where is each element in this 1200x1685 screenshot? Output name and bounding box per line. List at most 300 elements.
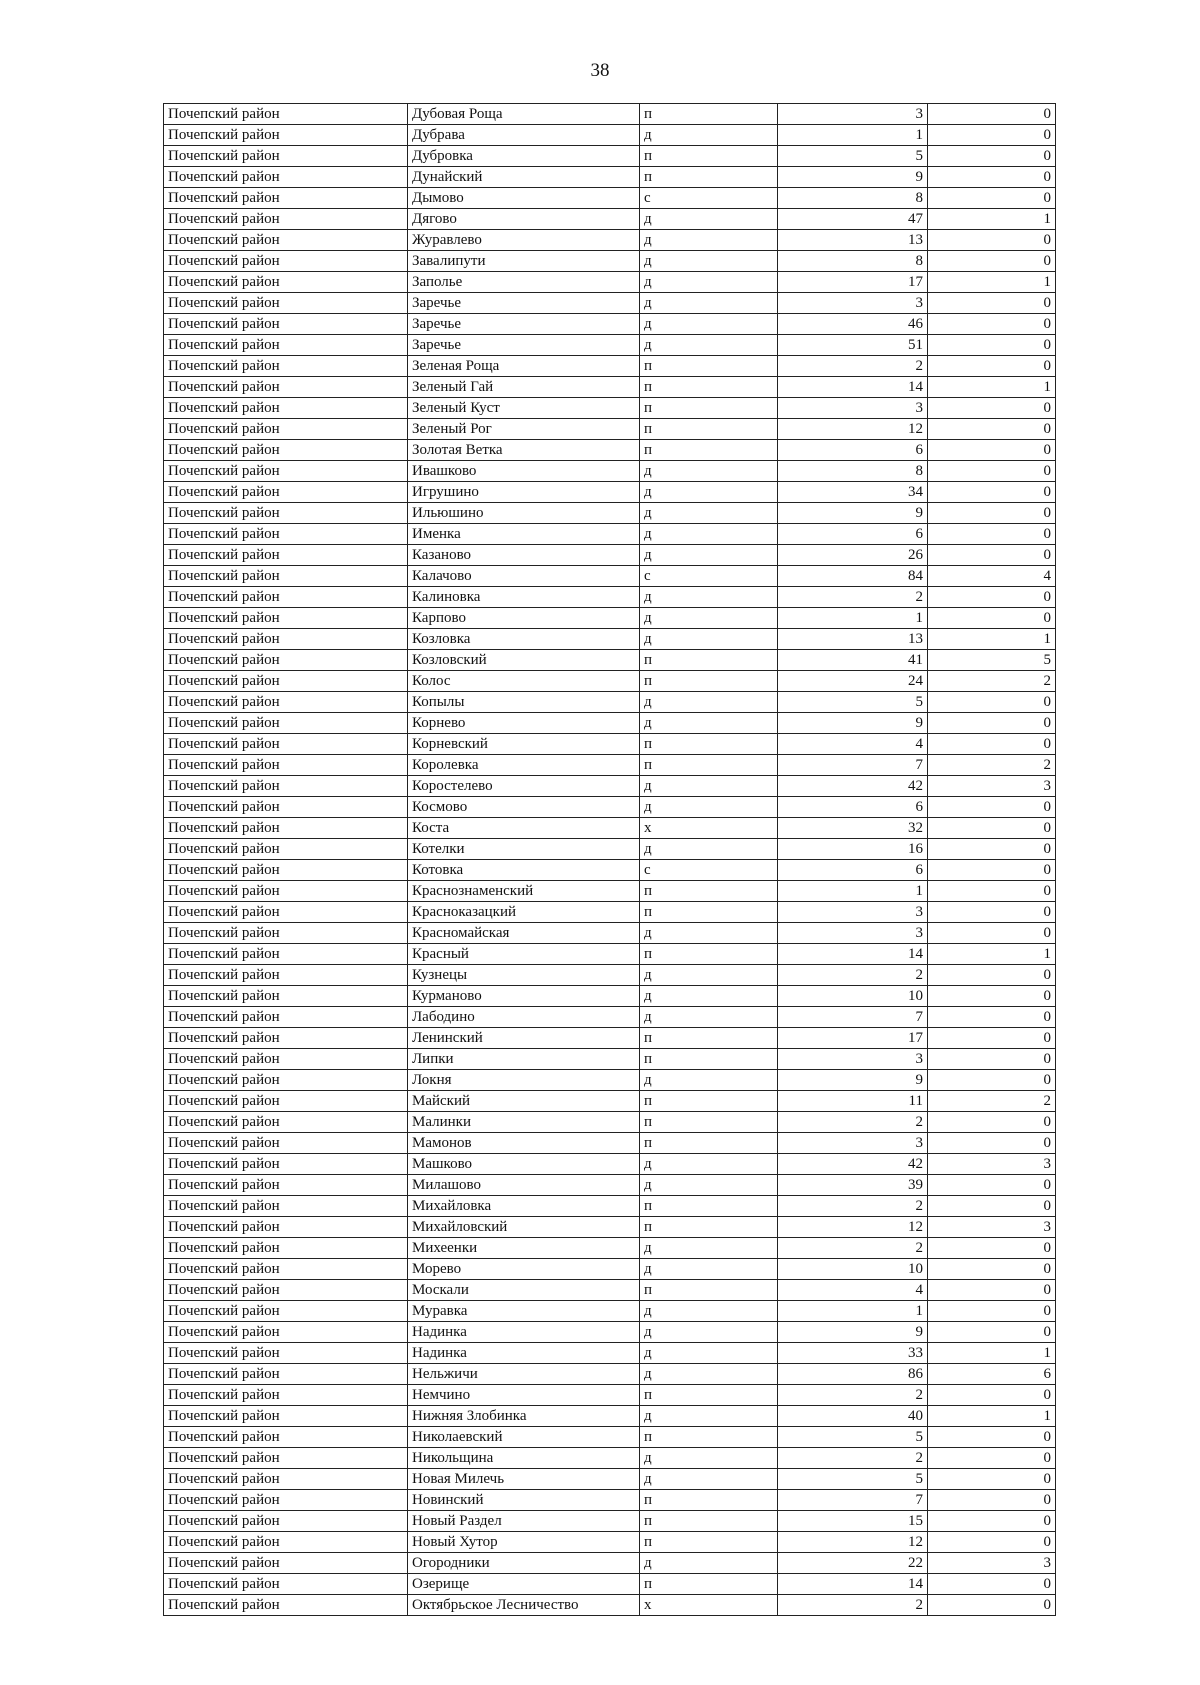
table-row xyxy=(164,797,1056,818)
settlement-name-cell: Липки xyxy=(408,1049,640,1070)
secondary-count-cell: 0 xyxy=(928,1322,1056,1343)
count-cell: 5 xyxy=(778,692,928,713)
secondary-count-cell: 0 xyxy=(928,608,1056,629)
settlement-name-cell: Ильюшино xyxy=(408,503,640,524)
count-cell: 2 xyxy=(778,1112,928,1133)
table-row xyxy=(164,1469,1056,1490)
settlement-type-cell: д xyxy=(640,1322,778,1343)
secondary-count-cell: 0 xyxy=(928,1574,1056,1595)
table-row xyxy=(164,566,1056,587)
count-cell: 2 xyxy=(778,1448,928,1469)
table-row xyxy=(164,440,1056,461)
table-row xyxy=(164,1511,1056,1532)
settlement-type-cell: д xyxy=(640,209,778,230)
district-cell: Почепский район xyxy=(164,671,408,692)
settlement-name-cell: Красномайская xyxy=(408,923,640,944)
district-cell: Почепский район xyxy=(164,797,408,818)
settlement-name-cell: Коростелево xyxy=(408,776,640,797)
secondary-count-cell: 0 xyxy=(928,1196,1056,1217)
count-cell: 12 xyxy=(778,1532,928,1553)
table-row xyxy=(164,293,1056,314)
count-cell: 3 xyxy=(778,293,928,314)
settlement-type-cell: п xyxy=(640,377,778,398)
settlement-name-cell: Заполье xyxy=(408,272,640,293)
settlement-type-cell: п xyxy=(640,1490,778,1511)
secondary-count-cell: 3 xyxy=(928,1217,1056,1238)
table-row xyxy=(164,1049,1056,1070)
settlement-name-cell: Казаново xyxy=(408,545,640,566)
secondary-count-cell: 0 xyxy=(928,167,1056,188)
settlement-type-cell: д xyxy=(640,293,778,314)
district-cell: Почепский район xyxy=(164,587,408,608)
count-cell: 2 xyxy=(778,356,928,377)
settlement-type-cell: д xyxy=(640,545,778,566)
secondary-count-cell: 0 xyxy=(928,818,1056,839)
secondary-count-cell: 0 xyxy=(928,461,1056,482)
settlement-type-cell: д xyxy=(640,776,778,797)
settlement-type-cell: п xyxy=(640,440,778,461)
district-cell: Почепский район xyxy=(164,1385,408,1406)
secondary-count-cell: 0 xyxy=(928,545,1056,566)
table-row xyxy=(164,734,1056,755)
settlement-type-cell: п xyxy=(640,902,778,923)
secondary-count-cell: 0 xyxy=(928,398,1056,419)
table-row xyxy=(164,272,1056,293)
table-row xyxy=(164,398,1056,419)
secondary-count-cell: 0 xyxy=(928,713,1056,734)
settlement-name-cell: Космово xyxy=(408,797,640,818)
table-row xyxy=(164,881,1056,902)
settlement-name-cell: Коста xyxy=(408,818,640,839)
settlement-type-cell: д xyxy=(640,839,778,860)
district-cell: Почепский район xyxy=(164,188,408,209)
settlement-name-cell: Ленинский xyxy=(408,1028,640,1049)
district-cell: Почепский район xyxy=(164,839,408,860)
district-cell: Почепский район xyxy=(164,1532,408,1553)
district-cell: Почепский район xyxy=(164,272,408,293)
district-cell: Почепский район xyxy=(164,293,408,314)
settlement-type-cell: д xyxy=(640,923,778,944)
settlement-type-cell: п xyxy=(640,944,778,965)
count-cell: 2 xyxy=(778,1385,928,1406)
settlement-type-cell: п xyxy=(640,1133,778,1154)
table-row xyxy=(164,944,1056,965)
settlement-type-cell: д xyxy=(640,482,778,503)
secondary-count-cell: 1 xyxy=(928,1406,1056,1427)
district-cell: Почепский район xyxy=(164,629,408,650)
secondary-count-cell: 0 xyxy=(928,293,1056,314)
count-cell: 2 xyxy=(778,1196,928,1217)
settlement-name-cell: Красноказацкий xyxy=(408,902,640,923)
table-row xyxy=(164,692,1056,713)
table-row xyxy=(164,1280,1056,1301)
settlement-type-cell: д xyxy=(640,965,778,986)
settlement-type-cell: д xyxy=(640,629,778,650)
table-row xyxy=(164,839,1056,860)
table-row xyxy=(164,1217,1056,1238)
table-row xyxy=(164,1112,1056,1133)
count-cell: 84 xyxy=(778,566,928,587)
district-cell: Почепский район xyxy=(164,650,408,671)
settlement-name-cell: Дубовая Роща xyxy=(408,104,640,125)
secondary-count-cell: 0 xyxy=(928,692,1056,713)
secondary-count-cell: 1 xyxy=(928,377,1056,398)
table-row xyxy=(164,1196,1056,1217)
secondary-count-cell: 0 xyxy=(928,923,1056,944)
secondary-count-cell: 5 xyxy=(928,650,1056,671)
table-row xyxy=(164,167,1056,188)
secondary-count-cell: 1 xyxy=(928,209,1056,230)
settlement-type-cell: п xyxy=(640,1028,778,1049)
table-row xyxy=(164,230,1056,251)
table-row xyxy=(164,1364,1056,1385)
settlement-type-cell: д xyxy=(640,587,778,608)
settlement-name-cell: Зеленый Рог xyxy=(408,419,640,440)
table-row xyxy=(164,1070,1056,1091)
table-row xyxy=(164,1490,1056,1511)
settlement-type-cell: п xyxy=(640,1574,778,1595)
secondary-count-cell: 0 xyxy=(928,1427,1056,1448)
count-cell: 1 xyxy=(778,881,928,902)
secondary-count-cell: 0 xyxy=(928,986,1056,1007)
table-row xyxy=(164,1007,1056,1028)
district-cell: Почепский район xyxy=(164,125,408,146)
settlement-type-cell: п xyxy=(640,398,778,419)
settlement-name-cell: Локня xyxy=(408,1070,640,1091)
settlement-name-cell: Новый Раздел xyxy=(408,1511,640,1532)
settlement-type-cell: д xyxy=(640,1175,778,1196)
table-row xyxy=(164,1028,1056,1049)
table-row xyxy=(164,1448,1056,1469)
count-cell: 9 xyxy=(778,1070,928,1091)
count-cell: 34 xyxy=(778,482,928,503)
secondary-count-cell: 0 xyxy=(928,860,1056,881)
secondary-count-cell: 1 xyxy=(928,629,1056,650)
district-cell: Почепский район xyxy=(164,734,408,755)
secondary-count-cell: 1 xyxy=(928,1343,1056,1364)
count-cell: 14 xyxy=(778,1574,928,1595)
settlement-name-cell: Зеленый Гай xyxy=(408,377,640,398)
district-cell: Почепский район xyxy=(164,818,408,839)
secondary-count-cell: 0 xyxy=(928,1511,1056,1532)
settlement-name-cell: Октябрьское Лесничество xyxy=(408,1595,640,1616)
count-cell: 17 xyxy=(778,1028,928,1049)
settlement-type-cell: д xyxy=(640,1448,778,1469)
district-cell: Почепский район xyxy=(164,398,408,419)
table-row xyxy=(164,650,1056,671)
settlement-name-cell: Красный xyxy=(408,944,640,965)
settlement-name-cell: Машково xyxy=(408,1154,640,1175)
table-row xyxy=(164,755,1056,776)
settlement-name-cell: Михайловский xyxy=(408,1217,640,1238)
settlement-type-cell: д xyxy=(640,230,778,251)
count-cell: 2 xyxy=(778,587,928,608)
secondary-count-cell: 2 xyxy=(928,1091,1056,1112)
count-cell: 3 xyxy=(778,902,928,923)
district-cell: Почепский район xyxy=(164,1217,408,1238)
district-cell: Почепский район xyxy=(164,1238,408,1259)
count-cell: 1 xyxy=(778,608,928,629)
district-cell: Почепский район xyxy=(164,1490,408,1511)
secondary-count-cell: 0 xyxy=(928,482,1056,503)
district-cell: Почепский район xyxy=(164,146,408,167)
district-cell: Почепский район xyxy=(164,902,408,923)
settlement-type-cell: п xyxy=(640,650,778,671)
settlement-name-cell: Ивашково xyxy=(408,461,640,482)
settlement-type-cell: п xyxy=(640,356,778,377)
table-row xyxy=(164,1091,1056,1112)
table-row xyxy=(164,1154,1056,1175)
settlement-type-cell: д xyxy=(640,1364,778,1385)
settlements-table xyxy=(163,103,1056,1616)
table-row xyxy=(164,419,1056,440)
district-cell: Почепский район xyxy=(164,1028,408,1049)
district-cell: Почепский район xyxy=(164,524,408,545)
settlement-name-cell: Колос xyxy=(408,671,640,692)
district-cell: Почепский район xyxy=(164,1154,408,1175)
settlement-type-cell: д xyxy=(640,1259,778,1280)
count-cell: 26 xyxy=(778,545,928,566)
settlement-type-cell: п xyxy=(640,1280,778,1301)
secondary-count-cell: 0 xyxy=(928,839,1056,860)
district-cell: Почепский район xyxy=(164,608,408,629)
settlement-type-cell: п xyxy=(640,734,778,755)
secondary-count-cell: 0 xyxy=(928,335,1056,356)
count-cell: 12 xyxy=(778,1217,928,1238)
district-cell: Почепский район xyxy=(164,1301,408,1322)
settlement-type-cell: п xyxy=(640,1532,778,1553)
count-cell: 8 xyxy=(778,251,928,272)
settlement-type-cell: п xyxy=(640,755,778,776)
settlement-type-cell: д xyxy=(640,797,778,818)
count-cell: 14 xyxy=(778,377,928,398)
settlement-name-cell: Копылы xyxy=(408,692,640,713)
table-row xyxy=(164,713,1056,734)
district-cell: Почепский район xyxy=(164,209,408,230)
table-row xyxy=(164,1553,1056,1574)
count-cell: 6 xyxy=(778,797,928,818)
settlement-type-cell: д xyxy=(640,251,778,272)
district-cell: Почепский район xyxy=(164,755,408,776)
count-cell: 6 xyxy=(778,440,928,461)
settlement-type-cell: д xyxy=(640,1343,778,1364)
settlement-type-cell: п xyxy=(640,1112,778,1133)
settlement-name-cell: Надинка xyxy=(408,1322,640,1343)
district-cell: Почепский район xyxy=(164,713,408,734)
district-cell: Почепский район xyxy=(164,503,408,524)
settlement-type-cell: д xyxy=(640,1238,778,1259)
count-cell: 1 xyxy=(778,1301,928,1322)
settlement-name-cell: Москали xyxy=(408,1280,640,1301)
count-cell: 7 xyxy=(778,1490,928,1511)
count-cell: 8 xyxy=(778,461,928,482)
secondary-count-cell: 0 xyxy=(928,251,1056,272)
count-cell: 10 xyxy=(778,986,928,1007)
count-cell: 32 xyxy=(778,818,928,839)
settlement-type-cell: д xyxy=(640,713,778,734)
count-cell: 14 xyxy=(778,944,928,965)
district-cell: Почепский район xyxy=(164,461,408,482)
settlement-name-cell: Дунайский xyxy=(408,167,640,188)
table-row xyxy=(164,1343,1056,1364)
district-cell: Почепский район xyxy=(164,1574,408,1595)
count-cell: 47 xyxy=(778,209,928,230)
settlement-name-cell: Николаевский xyxy=(408,1427,640,1448)
district-cell: Почепский район xyxy=(164,1175,408,1196)
count-cell: 9 xyxy=(778,713,928,734)
settlement-name-cell: Игрушино xyxy=(408,482,640,503)
settlement-type-cell: д xyxy=(640,524,778,545)
table-row xyxy=(164,1322,1056,1343)
count-cell: 17 xyxy=(778,272,928,293)
settlement-type-cell: д xyxy=(640,461,778,482)
count-cell: 51 xyxy=(778,335,928,356)
secondary-count-cell: 2 xyxy=(928,755,1056,776)
settlement-type-cell: с xyxy=(640,566,778,587)
count-cell: 7 xyxy=(778,1007,928,1028)
district-cell: Почепский район xyxy=(164,1049,408,1070)
settlement-name-cell: Дымово xyxy=(408,188,640,209)
count-cell: 3 xyxy=(778,398,928,419)
settlement-name-cell: Огородники xyxy=(408,1553,640,1574)
table-row xyxy=(164,545,1056,566)
settlement-name-cell: Зеленый Куст xyxy=(408,398,640,419)
count-cell: 33 xyxy=(778,1343,928,1364)
table-row xyxy=(164,1133,1056,1154)
count-cell: 2 xyxy=(778,1595,928,1616)
count-cell: 9 xyxy=(778,1322,928,1343)
count-cell: 9 xyxy=(778,503,928,524)
count-cell: 13 xyxy=(778,629,928,650)
district-cell: Почепский район xyxy=(164,1553,408,1574)
count-cell: 10 xyxy=(778,1259,928,1280)
settlement-name-cell: Мамонов xyxy=(408,1133,640,1154)
table-row xyxy=(164,503,1056,524)
table-row xyxy=(164,482,1056,503)
table-row xyxy=(164,335,1056,356)
count-cell: 42 xyxy=(778,776,928,797)
count-cell: 3 xyxy=(778,1049,928,1070)
secondary-count-cell: 0 xyxy=(928,356,1056,377)
table-row xyxy=(164,1301,1056,1322)
settlement-type-cell: х xyxy=(640,818,778,839)
settlement-type-cell: п xyxy=(640,1217,778,1238)
secondary-count-cell: 0 xyxy=(928,1238,1056,1259)
count-cell: 3 xyxy=(778,104,928,125)
count-cell: 40 xyxy=(778,1406,928,1427)
settlement-type-cell: д xyxy=(640,335,778,356)
table-body xyxy=(164,104,1056,1616)
secondary-count-cell: 0 xyxy=(928,230,1056,251)
settlement-type-cell: х xyxy=(640,1595,778,1616)
count-cell: 39 xyxy=(778,1175,928,1196)
settlement-name-cell: Корнево xyxy=(408,713,640,734)
settlement-name-cell: Милашово xyxy=(408,1175,640,1196)
settlement-name-cell: Завалипути xyxy=(408,251,640,272)
secondary-count-cell: 4 xyxy=(928,566,1056,587)
district-cell: Почепский район xyxy=(164,356,408,377)
count-cell: 6 xyxy=(778,524,928,545)
district-cell: Почепский район xyxy=(164,1448,408,1469)
settlement-name-cell: Заречье xyxy=(408,314,640,335)
settlement-name-cell: Дубровка xyxy=(408,146,640,167)
secondary-count-cell: 0 xyxy=(928,734,1056,755)
secondary-count-cell: 0 xyxy=(928,1448,1056,1469)
settlement-type-cell: д xyxy=(640,608,778,629)
district-cell: Почепский район xyxy=(164,230,408,251)
table-row xyxy=(164,818,1056,839)
settlement-name-cell: Майский xyxy=(408,1091,640,1112)
secondary-count-cell: 0 xyxy=(928,797,1056,818)
settlement-name-cell: Именка xyxy=(408,524,640,545)
count-cell: 2 xyxy=(778,1238,928,1259)
count-cell: 11 xyxy=(778,1091,928,1112)
district-cell: Почепский район xyxy=(164,860,408,881)
count-cell: 41 xyxy=(778,650,928,671)
district-cell: Почепский район xyxy=(164,776,408,797)
settlement-type-cell: д xyxy=(640,1406,778,1427)
settlement-type-cell: п xyxy=(640,1511,778,1532)
settlement-name-cell: Заречье xyxy=(408,335,640,356)
district-cell: Почепский район xyxy=(164,1259,408,1280)
settlement-name-cell: Новинский xyxy=(408,1490,640,1511)
settlement-name-cell: Калачово xyxy=(408,566,640,587)
secondary-count-cell: 1 xyxy=(928,272,1056,293)
table-row xyxy=(164,776,1056,797)
district-cell: Почепский район xyxy=(164,251,408,272)
count-cell: 4 xyxy=(778,1280,928,1301)
district-cell: Почепский район xyxy=(164,1364,408,1385)
secondary-count-cell: 6 xyxy=(928,1364,1056,1385)
count-cell: 13 xyxy=(778,230,928,251)
secondary-count-cell: 0 xyxy=(928,524,1056,545)
table-row xyxy=(164,587,1056,608)
settlement-type-cell: п xyxy=(640,1196,778,1217)
count-cell: 5 xyxy=(778,146,928,167)
secondary-count-cell: 0 xyxy=(928,1469,1056,1490)
count-cell: 86 xyxy=(778,1364,928,1385)
settlement-type-cell: п xyxy=(640,1091,778,1112)
table-row xyxy=(164,461,1056,482)
count-cell: 6 xyxy=(778,860,928,881)
secondary-count-cell: 0 xyxy=(928,1070,1056,1091)
settlement-type-cell: д xyxy=(640,314,778,335)
settlement-name-cell: Козловка xyxy=(408,629,640,650)
settlement-name-cell: Нижняя Злобинка xyxy=(408,1406,640,1427)
settlement-name-cell: Никольщина xyxy=(408,1448,640,1469)
secondary-count-cell: 0 xyxy=(928,902,1056,923)
settlement-type-cell: п xyxy=(640,671,778,692)
count-cell: 42 xyxy=(778,1154,928,1175)
table-row xyxy=(164,1595,1056,1616)
settlement-type-cell: п xyxy=(640,881,778,902)
settlement-type-cell: д xyxy=(640,1553,778,1574)
secondary-count-cell: 0 xyxy=(928,125,1056,146)
table-row xyxy=(164,356,1056,377)
secondary-count-cell: 3 xyxy=(928,1553,1056,1574)
settlement-name-cell: Заречье xyxy=(408,293,640,314)
table-row xyxy=(164,1259,1056,1280)
table-row xyxy=(164,629,1056,650)
district-cell: Почепский район xyxy=(164,419,408,440)
count-cell: 5 xyxy=(778,1469,928,1490)
settlement-name-cell: Малинки xyxy=(408,1112,640,1133)
secondary-count-cell: 0 xyxy=(928,419,1056,440)
settlement-type-cell: д xyxy=(640,692,778,713)
table-row xyxy=(164,314,1056,335)
settlement-name-cell: Корневский xyxy=(408,734,640,755)
table-row xyxy=(164,146,1056,167)
